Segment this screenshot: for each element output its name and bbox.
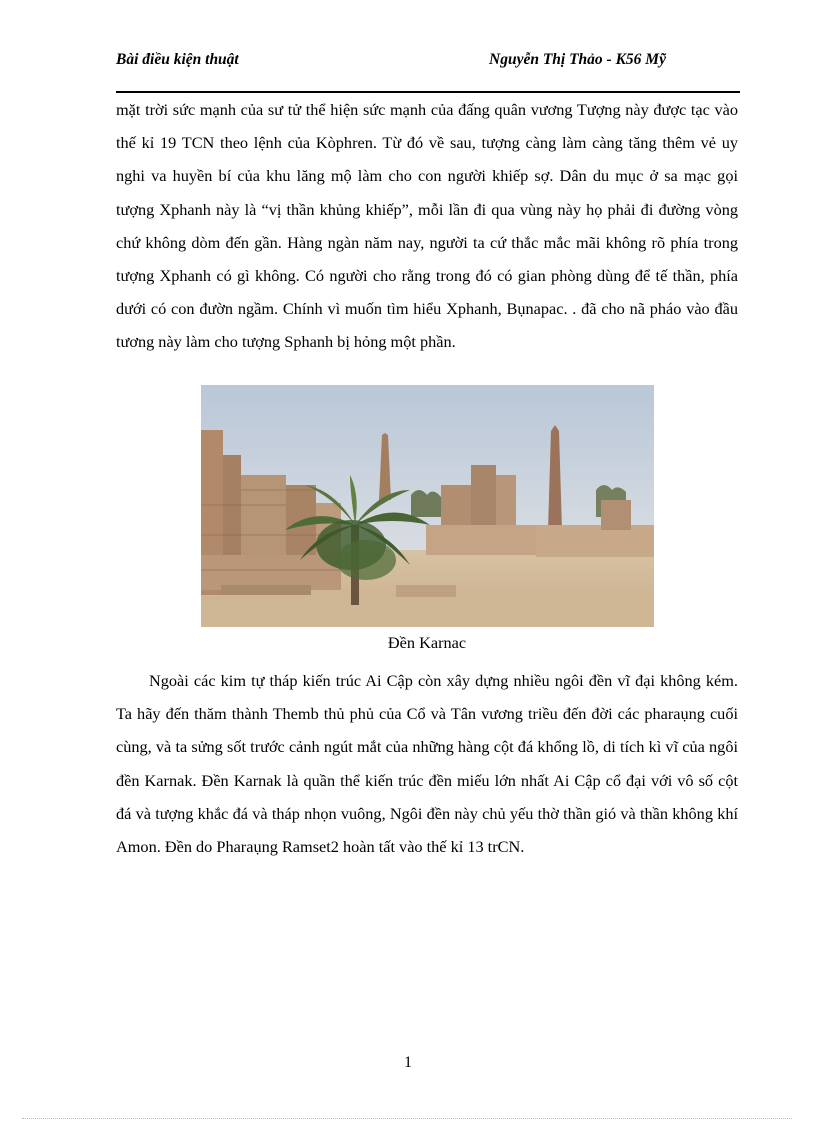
header-author: Nguyễn Thị Thảo - K56 Mỹ — [489, 51, 666, 68]
page-number: 1 — [404, 1054, 412, 1071]
bottom-border — [22, 1118, 792, 1119]
header-left-title: Bài điều kiện thuật — [116, 51, 239, 68]
karnak-temple-photo — [201, 385, 654, 627]
figure-caption: Đền Karnac — [387, 633, 467, 652]
body-paragraph-2: Ngoài các kim tự tháp kiến trúc Ai Cập còn xây dựng nhiều ngôi đền vĩ đại không kém. Ta hãy đến thăm thành Themb thủ phủ của Cổ và Tân vương triều đến đời các pharaụng cuối cùng, và ta sửng sốt trước cảnh ngút mắt của những hàng cột đá khổng lồ, di tích kì vĩ của ngôi đền Karnak. Đền Karnak là quần thể kiến trúc đền miếu lớn nhất Ai Cập cổ đại với vô số cột đá và tượng khắc đá và tháp nhọn vuông, Ngôi đền này chủ yếu thờ thần gió và thần không khí Amon. Đền do Pharaụng Ramset2 hoàn tất vào thế kỉ 13 trCN. — [116, 671, 738, 857]
body-paragraph-1: mặt trời sức mạnh của sư tử thể hiện sức mạnh của đấng quân vương Tượng này được tạc vào thế kỉ 19 TCN theo lệnh của Kòphren. Từ đó về sau, tượng càng làm càng tăng thêm vẻ uy nghi va huyền bí của khu lăng mộ làm cho con người khiếp sợ. Dân du mục ở sa mạc gọi tượng Xphanh này là “vị thần khủng khiếp”, mỗi lần đi qua vùng này họ phải đi đường vòng chứ không dòm đến gần. Hàng ngàn năm nay, người ta cứ thắc mắc mãi không rõ phía trong tượng Xphanh có gì không. Có người cho rằng trong đó có gian phòng dùng để tế thần, phía dưới có con đườn ngầm. Chính vì muốn tìm hiểu Xphanh, Bụnapac. . đã cho nã pháo vào đầu tương này làm cho tượng Sphanh bị hỏng một phần. — [116, 100, 738, 352]
